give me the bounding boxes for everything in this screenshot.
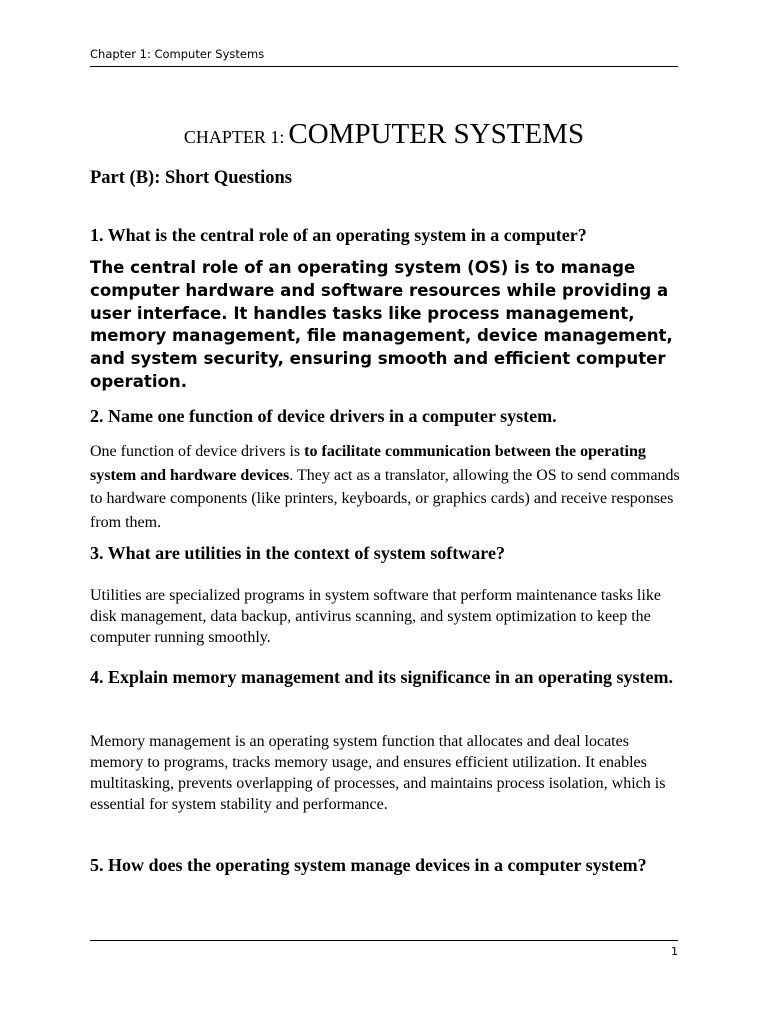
question-2: 2. Name one function of device drivers in a computer system.: [90, 406, 557, 426]
footer-divider: [90, 940, 678, 941]
question-1: 1. What is the central role of an operating system in a computer?: [90, 225, 587, 245]
header-divider: [90, 66, 678, 67]
answer-3: Utilities are specialized programs in system software that perform maintenance tasks like disk management, data backup, antivirus scanning, and system optimization to keep the computer running smoothly.: [90, 587, 661, 646]
answer-2-rest: . They act as a translator, allowing the OS to send commands to hardware components (like printers, keyboards, or graphics cards) and receive responses from them.: [90, 466, 680, 531]
question-3: 3. What are utilities in the context of system software?: [90, 543, 505, 563]
answer-4: Memory management is an operating system function that allocates and deal locates memory to programs, tracks memory usage, and ensures efficient utilization. It enables multitasking, prevents overlapping of processes, and maintains process isolation, which is essential for system stability and performance.: [90, 733, 666, 813]
question-4: 4. Explain memory management and its significance in an operating system.: [90, 667, 673, 687]
chapter-name: COMPUTER SYSTEMS: [288, 118, 585, 150]
answer-2: [90, 440, 680, 534]
chapter-title: [0, 118, 768, 151]
question-5: 5. How does the operating system manage devices in a computer system?: [90, 855, 647, 875]
chapter-number: CHAPTER 1:: [183, 127, 285, 147]
answer-2-highlight: to facilitate communication between the operating system and hardware devices: [90, 443, 646, 484]
answer-1: The central role of an operating system (OS) is to manage computer hardware and software resources while providing a user interface. It handles tasks like process management, memory management, file management, device management, and system security, ensuring smooth and efficient computer operation.: [90, 258, 673, 391]
page-number: 1: [671, 945, 678, 958]
answer-2-intro: One function of device drivers is: [90, 443, 305, 460]
running-header: Chapter 1: Computer Systems: [90, 47, 265, 61]
part-heading: Part (B): Short Questions: [90, 168, 292, 188]
